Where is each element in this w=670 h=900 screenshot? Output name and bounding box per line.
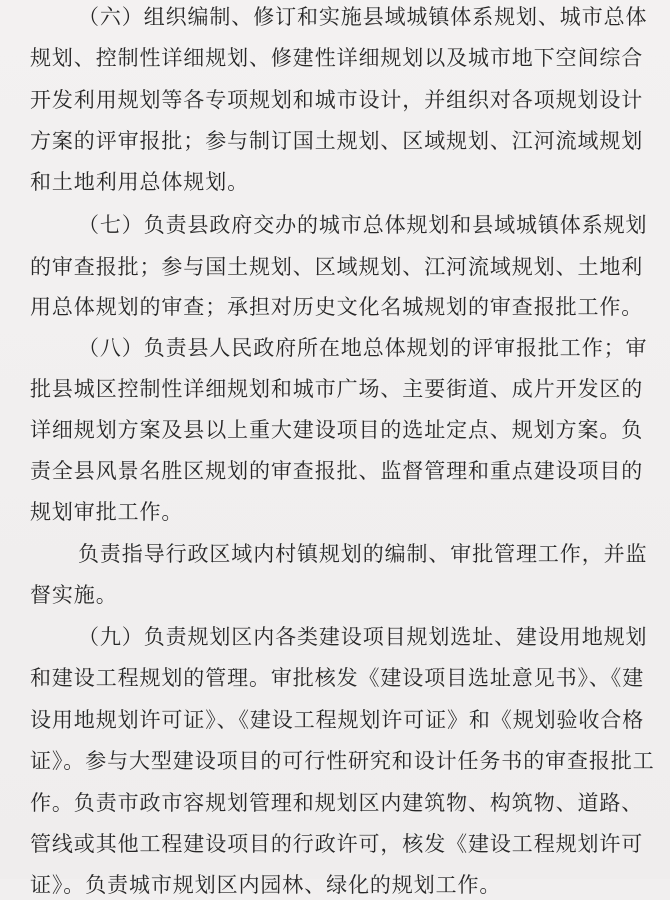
text-line: 和建设工程规划的管理。审批核发《建设项目选址意见书》、《建 [30,666,645,690]
text-line: 详细规划方案及县以上重大建设项目的选址定点、规划方案。负 [30,418,644,442]
text-line: 督实施。 [30,583,118,607]
text-line: 负责指导行政区域内村镇规划的编制、审批管理工作，并监 [78,542,648,566]
text-line: （六）组织编制、修订和实施县域城镇体系规划、城市总体 [78,5,648,29]
text-line: 证》。负责城市规划区内园林、绿化的规划工作。 [30,873,502,897]
text-line: 作。负责市政市容规划管理和规划区内建筑物、构筑物、道路、 [30,791,644,815]
text-line: 和土地利用总体规划。 [30,170,249,194]
text-line: 证》。参与大型建设项目的可行性研究和设计任务书的审查报批工 [30,749,655,773]
text-line: 责全县风景名胜区规划的审查报批、监督管理和重点建设项目的 [30,459,644,483]
text-line: 方案的评审报批；参与制订国土规划、区域规划、江河流域规划 [30,129,644,153]
text-line: 用总体规划的审查；承担对历史文化名城规划的审查报批工作。 [30,295,644,319]
text-line: （九）负责规划区内各类建设项目规划选址、建设用地规划 [78,625,648,649]
text-line: 设用地规划许可证》、《建设工程规划许可证》和《规划验收合格 [30,708,645,732]
text-line: （七）负责县政府交办的城市总体规划和县域城镇体系规划 [78,213,648,237]
text-line: 规划审批工作。 [30,500,184,524]
text-line: 开发利用规划等各专项规划和城市设计，并组织对各项规划设计 [30,88,644,112]
text-line: 批县城区控制性详细规划和城市广场、主要街道、成片开发区的 [30,377,644,401]
text-line: 规划、控制性详细规划、修建性详细规划以及城市地下空间综合 [30,46,644,70]
text-line: （八）负责县人民政府所在地总体规划的评审报批工作；审 [78,336,648,360]
text-line: 管线或其他工程建设项目的行政许可，核发《建设工程规划许可 [30,832,644,856]
text-line: 的审查报批；参与国土规划、区域规划、江河流域规划、土地利 [30,255,644,279]
